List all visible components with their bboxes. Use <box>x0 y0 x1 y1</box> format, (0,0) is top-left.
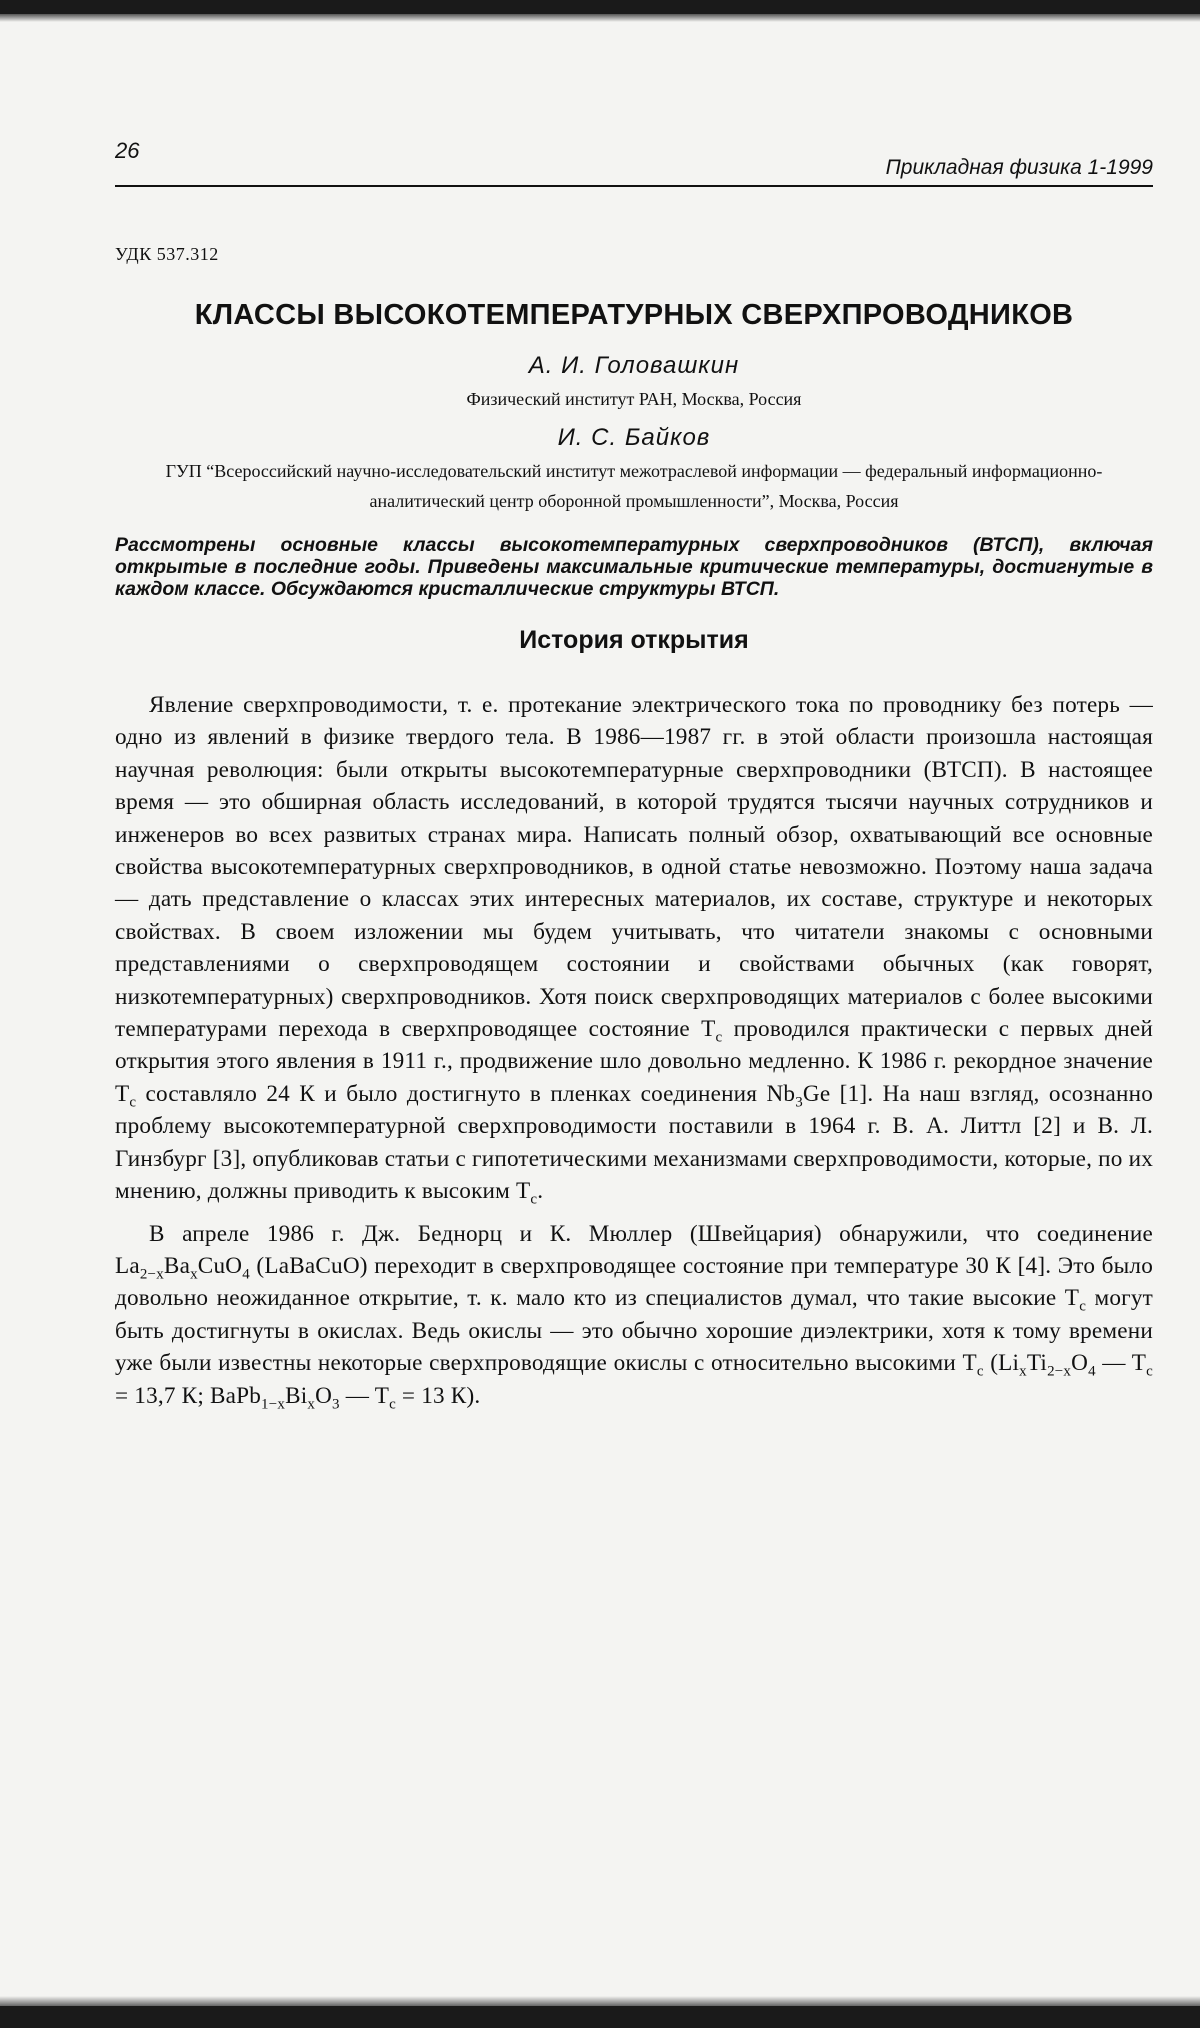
scan-top-edge <box>0 0 1200 14</box>
udk-code: УДК 537.312 <box>115 244 219 264</box>
scan-bottom-edge <box>0 2006 1200 2028</box>
author-affiliation: ГУП “Всероссийский научно-исследовательский институт межотраслевой информации — федеральный информационно-аналитический центр оборонной промышленности”, Москва, Россия <box>165 461 1103 511</box>
scan-top-shadow <box>0 14 1200 22</box>
scan-bottom-shadow <box>0 1996 1200 2006</box>
body-paragraph: В апреле 1986 г. Дж. Беднорц и К. Мюллер (Швейцария) обнаружили, что соединение $La_{2-x}Ba_xCuO_4$ (LaBaCuO) переходит в сверхпроводящее состояние при температуре 30 К [4]. Это было довольно неожиданное открытие, т. к. мало кто из специалистов думал, что такие высокие $T_c$ могут быть достигнуты в окислах. Ведь окислы — это обычно хорошие диэлектрики, хотя к тому времени уже были известны некоторые сверхпроводящие окислы с относительно высокими $T_c$ ($Li_xTi_{2-x}O_4$ — $T_c = 13,7$ К; $BaPb_{1-x}Bi_xO_3$ — $T_c = 13$ К). <box>115 1220 1154 1413</box>
body-paragraph: Явление сверхпроводимости, т. е. протекание электрического тока по проводнику без потерь — одно из явлений в физике твердого тела. В 1986—1987 гг. в этой области произошла настоящая научная революция: были открыты высокотемпературные сверхпроводники (ВТСП). В настоящее время — это обширная область исследований, в которой трудятся тысячи научных сотрудников и инженеров во всех развитых странах мира. Написать полный обзор, охватывающий все основные свойства высокотемпературных сверхпроводников, в одной статье невозможно. Поэтому наша задача — дать представление о классах этих интересных материалов, их составе, структуре и некоторых свойствах. В своем изложении мы будем учитывать, что читатели знакомы с основными представлениями о сверхпроводящем состоянии и свойствами обычных (как говорят, низкотемпературных) сверхпроводников. Хотя поиск сверхпроводящих материалов с более высокими температурами перехода в сверхпроводящее состояние $T_c$ проводился практически с первых дней открытия этого явления в 1911 г., продвижение шло довольно медленно. К 1986 г. рекордное значение $T_c$ составляло 24 К и было достигнуто в пленках соединения $Nb_3Ge$ [1]. На наш взгляд, осознанно проблему высокотемпературной сверхпроводимости поставили в 1964 г. В. А. Литтл [2] и В. Л. Гинзбург [3], опубликовав статьи с гипотетическими механизмами сверхпроводимости, которые, по их мнению, должны приводить к высоким $T_c$. <box>115 692 1154 1208</box>
author-name: А. И. Головашкин <box>528 352 740 379</box>
running-header <box>115 138 1153 194</box>
header-rule <box>115 185 1153 187</box>
abstract: Рассмотрены основные классы высокотемпературных сверхпроводников (ВТСП), включая открытые в последние годы. Приведены максимальные критические температуры, достигнутые в каждом классе. Обсуждаются кристаллические структуры ВТСП. <box>115 534 1153 600</box>
article-title: КЛАССЫ ВЫСОКОТЕМПЕРАТУРНЫХ СВЕРХПРОВОДНИКОВ <box>194 299 1074 331</box>
author-affiliation: Физический институт РАН, Москва, Россия <box>466 389 802 409</box>
journal-page <box>115 138 1153 1412</box>
section-heading: История открытия <box>519 626 749 654</box>
author-name: И. С. Байков <box>557 424 711 451</box>
page-number: 26 <box>115 138 140 163</box>
journal-name: Прикладная физика 1-1999 <box>885 156 1153 179</box>
